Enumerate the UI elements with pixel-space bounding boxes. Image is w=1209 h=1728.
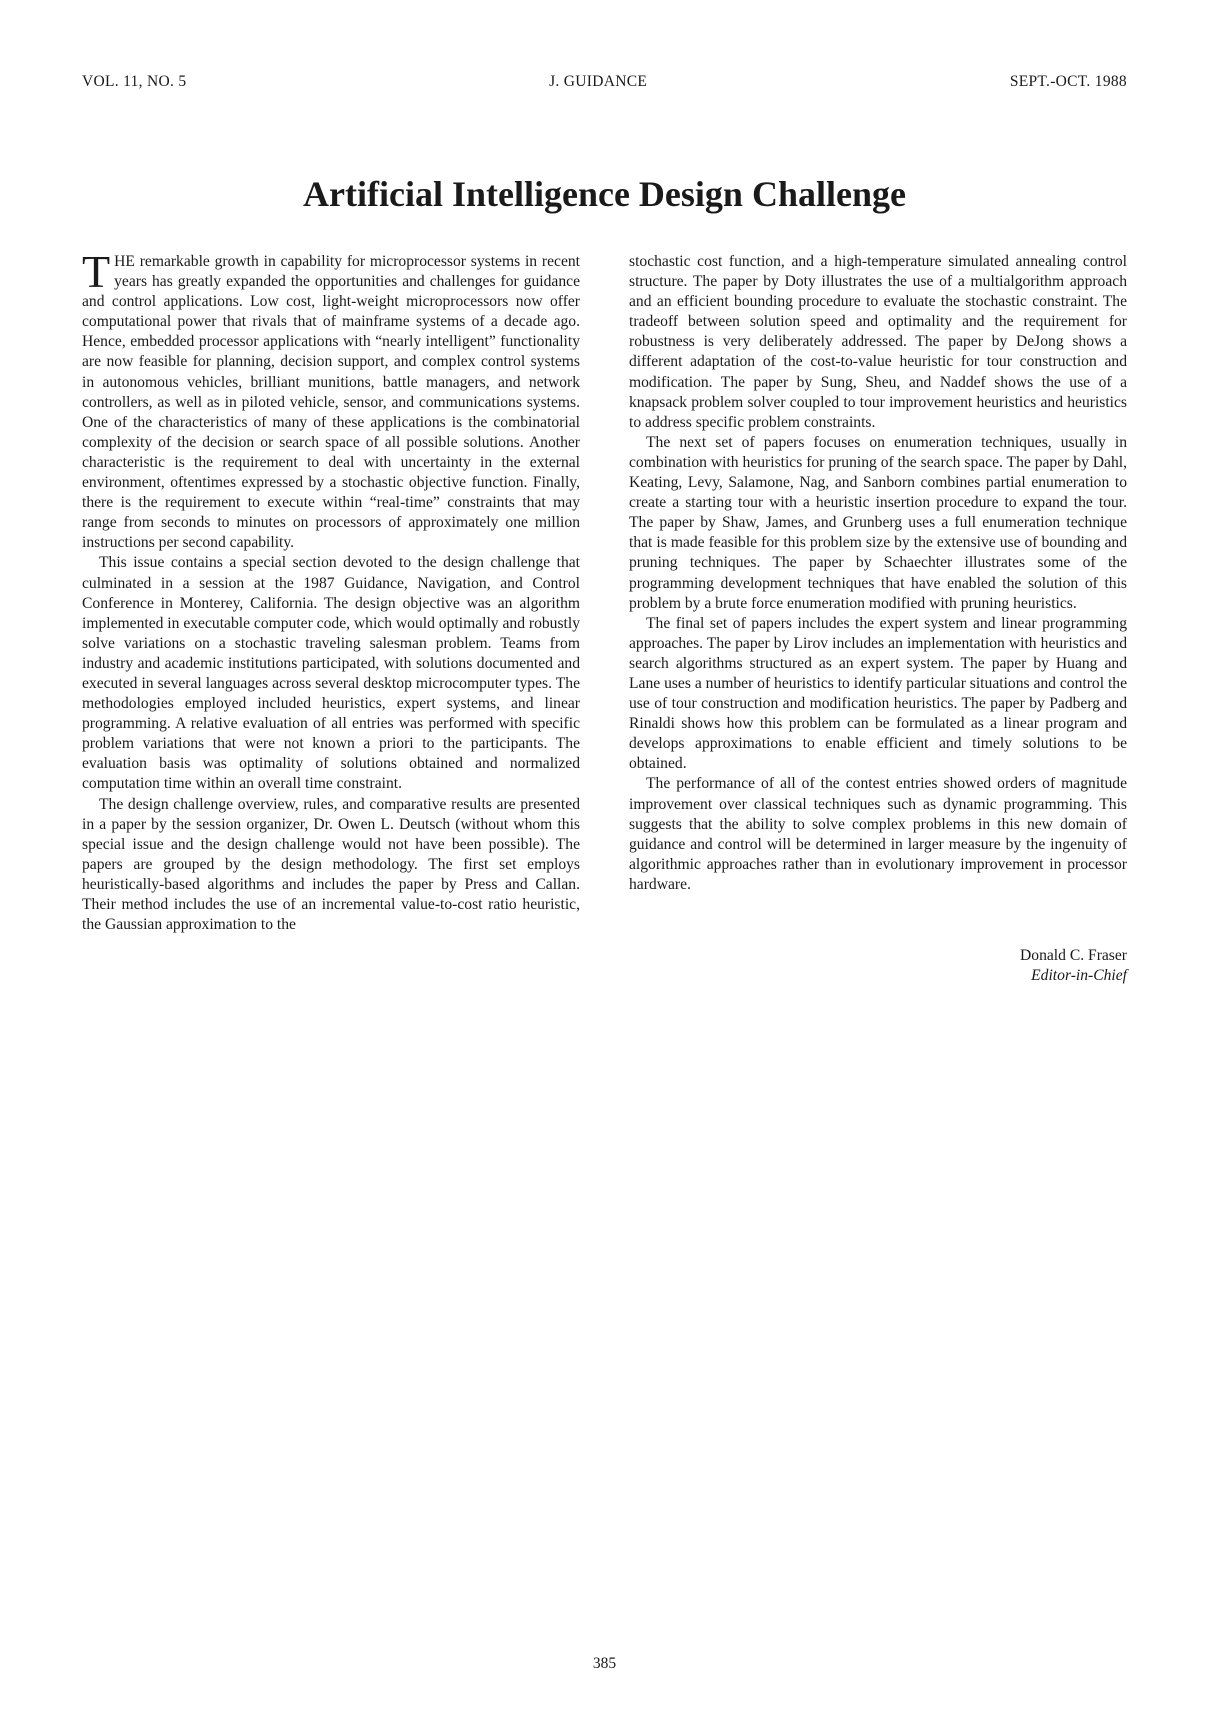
left-column xyxy=(82,246,581,986)
signature-block xyxy=(629,946,1127,986)
drop-cap: T xyxy=(82,246,111,297)
running-header xyxy=(82,73,1127,91)
paragraph: The design challenge overview, rules, and comparative results are presented in a paper by the session organizer, Dr. Owen L. Deutsch (without whom this special issue and the design challenge would not have been possible). The papers are grouped by the design methodology. The first set employs heuristically-based algorithms and includes the paper by Press and Callan. Their method includes the use of an incremental value-to-cost ratio heuristic, the Gaussian approximation to the xyxy=(82,795,580,934)
paragraph: The final set of papers includes the expert system and linear programming approaches. The paper by Lirov includes an implementation with heuristics and search algorithms structured as an expert system. The paper by Huang and Lane uses a number of heuristics to identify particular situations and control the use of tour construction and modification heuristics. The paper by Padberg and Rinaldi shows how this problem can be formulated as a linear program and develops approximations to enable efficient and timely solutions to be obtained. xyxy=(629,614,1127,773)
page-number: 385 xyxy=(592,1655,617,1672)
article-body xyxy=(82,246,1127,986)
paragraph: This issue contains a special section devoted to the design challenge that culminated in a session at the 1987 Guidance, Navigation, and Control Conference in Monterey, California. The design objective was an algorithm implemented in executable computer code, which would optimally and robustly solve variations on a stochastic traveling salesman problem. Teams from industry and academic institutions participated, with solutions documented and executed in several languages across several desktop microcomputer types. The methodologies employed included heuristics, expert systems, and linear programming. A relative evaluation of all entries was performed with specific problem variations that were not known a priori to the participants. The evaluation basis was optimality of solutions obtained and normalized computation time within an overall time constraint. xyxy=(82,554,581,793)
issue-date: SEPT.-OCT. 1988 xyxy=(1009,73,1127,90)
article-title: Artificial Intelligence Design Challenge xyxy=(303,174,906,214)
paragraph: stochastic cost function, and a high-temperature simulated annealing control structure. The paper by Doty illustrates the use of a multialgorithm approach and an efficient bounding procedure to evaluate the stochastic constraint. The tradeoff between solution speed and optimality and the requirement for robustness is very deliberately addressed. The paper by DeJong shows a different adaptation of the cost-to-value heuristic for tour construction and modification. The paper by Sung, Sheu, and Naddef shows the use of a knapsack problem solver coupled to tour improvement heuristics and heuristics to address specific problem constraints. xyxy=(629,253,1127,431)
journal-name: J. GUIDANCE xyxy=(549,73,648,90)
paragraph-text: HE remarkable growth in capability for microprocessor systems in recent years has greatly expanded the opportunities and challenges for guidance and control applications. Low cost, light-weight microprocessors now offer computational power that rivals that of mainframe systems of a decade ago. Hence, embedded processor applications with “nearly intelligent” functionality are now feasible for planning, decision support, and complex control systems in autonomous vehicles, brilliant munitions, battle managers, and network controllers, as well as in piloted vehicle, sensor, and communications systems. One of the characteristics of many of these applications is the combinatorial complexity of the decision or search space of all possible solutions. Another characteristic is the requirement to deal with uncertainty in the external environment, oftentimes expressed by a stochastic objective function. Finally, there is the requirement to execute within “real-time” constraints that may range from seconds to minutes on processors of approximately one million instructions per second capability. xyxy=(82,253,580,552)
right-column xyxy=(629,252,1127,986)
paragraph xyxy=(82,246,580,553)
author-role: Editor-in-Chief xyxy=(1031,967,1127,985)
author-name: Donald C. Fraser xyxy=(1020,947,1127,964)
volume-issue: VOL. 11, NO. 5 xyxy=(82,73,187,90)
paragraph: The performance of all of the contest entries showed orders of magnitude improvement over classical techniques such as dynamic programming. This suggests that the ability to solve complex problems in this new domain of guidance and control will be determined in larger measure by the ingenuity of algorithmic approaches rather than in evolutionary improvement in processor hardware. xyxy=(629,775,1127,893)
paragraph: The next set of papers focuses on enumeration techniques, usually in combination with heuristics for pruning of the search space. The paper by Dahl, Keating, Levy, Salamone, Nag, and Sanborn combines partial enumeration to create a starting tour with a heuristic insertion procedure to expand the tour. The paper by Shaw, James, and Grunberg uses a full enumeration technique that is made feasible for this problem size by the extensive use of bounding and pruning techniques. The paper by Schaechter illustrates some of the programming development techniques that have enabled the solution of this problem by a brute force enumeration modified with pruning heuristics. xyxy=(629,433,1127,612)
